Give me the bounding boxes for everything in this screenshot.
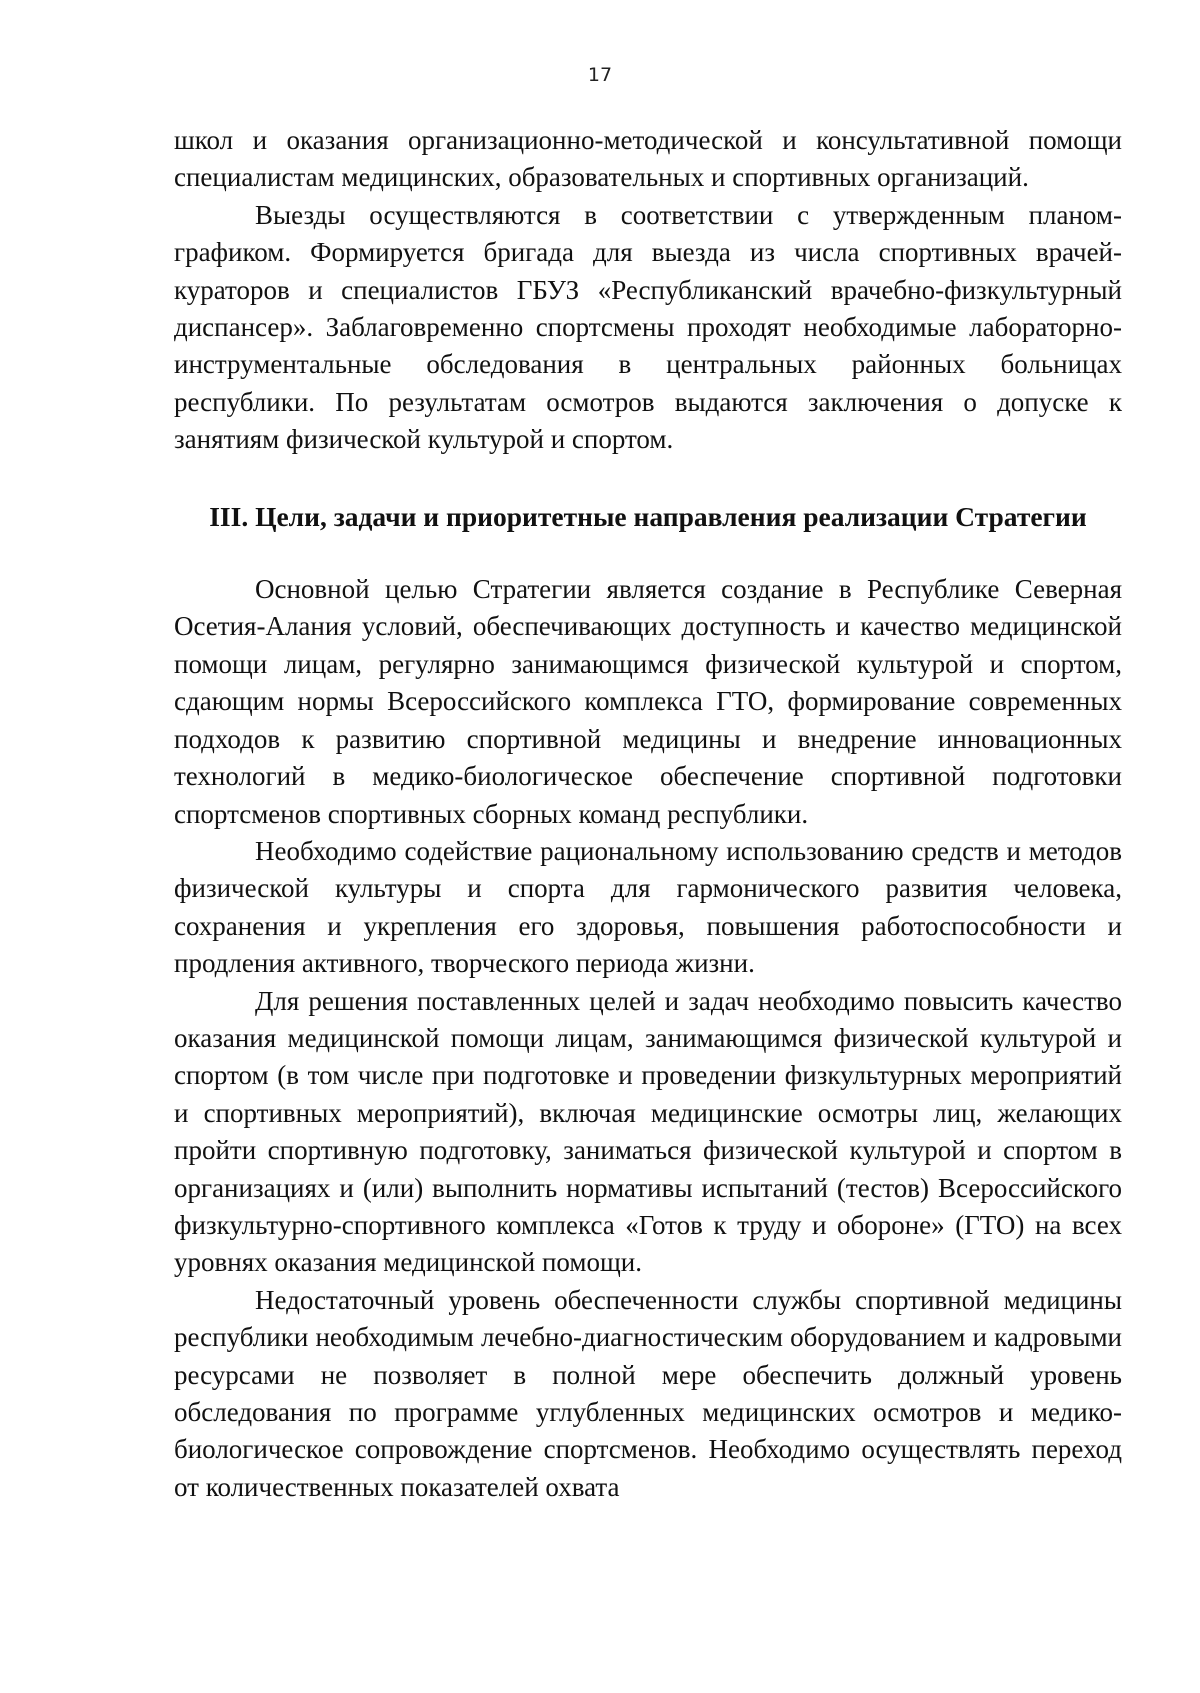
paragraph: Основной целью Стратегии является создание в Республике Северная Осетия-Алания условий, обеспечивающих доступность и качество медицинской помощи лицам, регулярно занимающимся физической культурой и спортом, сдающим нормы Всероссийского комплекса ГТО, формирование современных подходов к развитию спортивной медицины и внедрение инновационных технологий в медико-биологическое обеспечение спортивной подготовки спортсменов спортивных сборных команд республики. (174, 574, 1122, 829)
page-number: 17 (587, 64, 613, 86)
paragraph: Недостаточный уровень обеспеченности службы спортивной медицины республики необходимым лечебно-диагностическим оборудованием и кадровыми ресурсами не позволяет в полной мере обеспечить должный уровень обследования по программе углубленных медицинских осмотров и медико-биологическое сопровождение спортсменов. Необходимо осуществлять переход от количественных показателей охвата (174, 1284, 1122, 1502)
document-body (174, 122, 1122, 1506)
section-heading: III. Цели, задачи и приоритетные направления реализации Стратегии (209, 500, 1087, 532)
paragraph: Необходимо содействие рациональному использованию средств и методов физической культуры и спорта для гармонического развития человека, сохранения и укрепления его здоровья, повышения работоспособности и продления активного, творческого периода жизни. (174, 835, 1122, 979)
paragraph: Выезды осуществляются в соответствии с утвержденным планом-графиком. Формируется бригада для выезда из числа спортивных врачей-кураторов и специалистов ГБУЗ «Республиканский врачебно-физкультурный диспансер». Заблаговременно спортсмены проходят необходимые лабораторно-инструментальные обследования в центральных районных больницах республики. По результатам осмотров выдаются заключения о допуске к занятиям физической культурой и спортом. (174, 199, 1122, 455)
section-intro (174, 122, 1122, 459)
paragraph: школ и оказания организационно-методической и консультативной помощи специалистам медицинских, образовательных и спортивных организаций. (174, 125, 1122, 193)
section-goals (174, 571, 1122, 1506)
paragraph: Для решения поставленных целей и задач необходимо повысить качество оказания медицинской помощи лицам, занимающимся физической культурой и спортом (в том числе при подготовке и проведении физкультурных мероприятий и спортивных мероприятий), включая медицинские осмотры лиц, желающих пройти спортивную подготовку, заниматься физической культурой и спортом в организациях и (или) выполнить нормативы испытаний (тестов) Всероссийского физкультурно-спортивного комплекса «Готов к труду и обороне» (ГТО) на всех уровнях оказания медицинской помощи. (174, 985, 1122, 1278)
